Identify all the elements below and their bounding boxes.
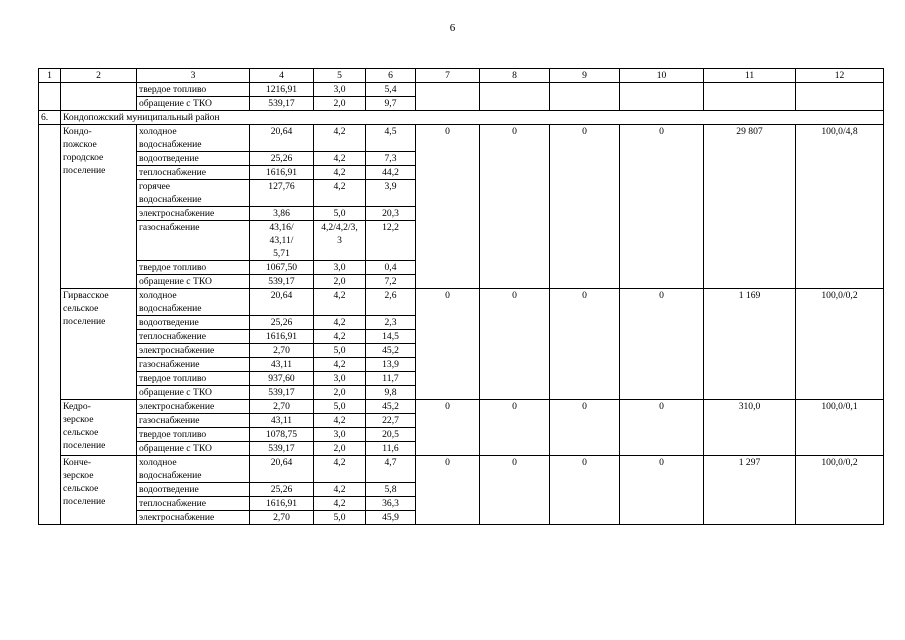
index-cell: 4,2 xyxy=(314,497,366,511)
section-row xyxy=(39,111,884,125)
index-cell: 4,2 xyxy=(314,358,366,372)
column-header: 8 xyxy=(480,69,550,83)
table-body xyxy=(39,69,884,525)
tariff-cell: 3,86 xyxy=(250,207,314,221)
index-cell: 4,2 xyxy=(314,330,366,344)
share-cell: 14,5 xyxy=(366,330,416,344)
index-cell: 2,0 xyxy=(314,275,366,289)
share-cell: 36,3 xyxy=(366,497,416,511)
service-cell: твердое топливо xyxy=(137,261,250,275)
share-cell: 5,4 xyxy=(366,83,416,97)
table-row xyxy=(39,83,884,97)
value-cell: 0 xyxy=(550,400,620,456)
empty-cell xyxy=(620,83,704,111)
share-cell: 11,7 xyxy=(366,372,416,386)
value-cell: 100,0/0,2 xyxy=(796,289,884,400)
empty-cell xyxy=(550,83,620,111)
tariff-cell: 43,11 xyxy=(250,358,314,372)
section-title: Кондопожский муниципальный район xyxy=(61,111,884,125)
tariff-cell: 43,16/ 43,11/ 5,71 xyxy=(250,221,314,261)
index-cell: 4,2 xyxy=(314,414,366,428)
service-cell: холодное водоснабжение xyxy=(137,125,250,152)
column-header: 6 xyxy=(366,69,416,83)
service-cell: холодное водоснабжение xyxy=(137,289,250,316)
value-cell: 310,0 xyxy=(704,400,796,456)
value-cell: 100,0/0,2 xyxy=(796,456,884,525)
index-cell: 3,0 xyxy=(314,428,366,442)
share-cell: 0,4 xyxy=(366,261,416,275)
value-cell: 0 xyxy=(620,456,704,525)
value-cell: 0 xyxy=(480,456,550,525)
share-cell: 12,2 xyxy=(366,221,416,261)
service-cell: обращение с ТКО xyxy=(137,97,250,111)
tariff-cell: 25,26 xyxy=(250,483,314,497)
index-cell: 3,0 xyxy=(314,261,366,275)
value-cell: 1 297 xyxy=(704,456,796,525)
service-cell: водоотведение xyxy=(137,152,250,166)
service-cell: холодное водоснабжение xyxy=(137,456,250,483)
tariff-cell: 1616,91 xyxy=(250,497,314,511)
index-cell: 5,0 xyxy=(314,344,366,358)
column-header: 4 xyxy=(250,69,314,83)
empty-cell xyxy=(704,83,796,111)
column-header: 12 xyxy=(796,69,884,83)
value-cell: 0 xyxy=(620,400,704,456)
share-cell: 45,2 xyxy=(366,400,416,414)
value-cell: 100,0/0,1 xyxy=(796,400,884,456)
share-cell: 11,6 xyxy=(366,442,416,456)
value-cell: 0 xyxy=(620,289,704,400)
share-cell: 4,7 xyxy=(366,456,416,483)
value-cell: 0 xyxy=(416,400,480,456)
column-header: 3 xyxy=(137,69,250,83)
settlement-name: Гирвасское сельское поселение xyxy=(61,289,137,400)
tariff-cell: 25,26 xyxy=(250,152,314,166)
tariff-cell: 2,70 xyxy=(250,344,314,358)
tariff-cell: 1078,75 xyxy=(250,428,314,442)
tariff-cell: 20,64 xyxy=(250,289,314,316)
column-header: 2 xyxy=(61,69,137,83)
service-cell: теплоснабжение xyxy=(137,497,250,511)
index-cell: 5,0 xyxy=(314,207,366,221)
value-cell: 0 xyxy=(550,125,620,289)
service-cell: водоотведение xyxy=(137,483,250,497)
column-header: 5 xyxy=(314,69,366,83)
value-cell: 29 807 xyxy=(704,125,796,289)
share-cell: 45,2 xyxy=(366,344,416,358)
index-cell: 4,2 xyxy=(314,180,366,207)
service-cell: водоотведение xyxy=(137,316,250,330)
tariff-cell: 1216,91 xyxy=(250,83,314,97)
share-cell: 3,9 xyxy=(366,180,416,207)
tariff-cell: 1616,91 xyxy=(250,166,314,180)
value-cell: 0 xyxy=(480,400,550,456)
share-cell: 45,9 xyxy=(366,511,416,525)
share-cell: 9,7 xyxy=(366,97,416,111)
tariff-cell: 937,60 xyxy=(250,372,314,386)
index-cell: 5,0 xyxy=(314,511,366,525)
table-row xyxy=(39,125,884,152)
value-cell: 0 xyxy=(550,456,620,525)
service-cell: электроснабжение xyxy=(137,344,250,358)
tariff-cell: 1067,50 xyxy=(250,261,314,275)
table-row xyxy=(39,400,884,414)
tariff-cell: 43,11 xyxy=(250,414,314,428)
tariff-cell: 2,70 xyxy=(250,400,314,414)
empty-cell xyxy=(796,83,884,111)
service-cell: газоснабжение xyxy=(137,221,250,261)
share-cell: 7,2 xyxy=(366,275,416,289)
service-cell: газоснабжение xyxy=(137,414,250,428)
service-cell: теплоснабжение xyxy=(137,330,250,344)
service-cell: твердое топливо xyxy=(137,372,250,386)
value-cell: 0 xyxy=(480,289,550,400)
index-cell: 4,2 xyxy=(314,316,366,330)
index-cell: 2,0 xyxy=(314,97,366,111)
value-cell: 100,0/4,8 xyxy=(796,125,884,289)
share-cell: 20,5 xyxy=(366,428,416,442)
empty-cell xyxy=(39,125,61,525)
tariff-cell: 25,26 xyxy=(250,316,314,330)
settlement-name: Кедро- зерское сельское поселение xyxy=(61,400,137,456)
index-cell: 4,2 xyxy=(314,166,366,180)
table-row xyxy=(39,456,884,483)
column-header: 7 xyxy=(416,69,480,83)
column-header: 1 xyxy=(39,69,61,83)
service-cell: обращение с ТКО xyxy=(137,275,250,289)
tariff-cell: 20,64 xyxy=(250,125,314,152)
share-cell: 13,9 xyxy=(366,358,416,372)
index-cell: 4,2 xyxy=(314,152,366,166)
service-cell: твердое топливо xyxy=(137,428,250,442)
section-number: 6. xyxy=(39,111,61,125)
share-cell: 2,3 xyxy=(366,316,416,330)
tariff-table xyxy=(38,68,884,525)
service-cell: твердое топливо xyxy=(137,83,250,97)
empty-cell xyxy=(416,83,480,111)
index-cell: 2,0 xyxy=(314,386,366,400)
index-cell: 3,0 xyxy=(314,372,366,386)
column-header: 9 xyxy=(550,69,620,83)
index-cell: 4,2 xyxy=(314,289,366,316)
empty-cell xyxy=(61,83,137,111)
index-cell: 2,0 xyxy=(314,442,366,456)
settlement-name: Кондо- пожское городское поселение xyxy=(61,125,137,289)
share-cell: 22,7 xyxy=(366,414,416,428)
share-cell: 5,8 xyxy=(366,483,416,497)
value-cell: 0 xyxy=(416,125,480,289)
service-cell: теплоснабжение xyxy=(137,166,250,180)
index-cell: 3,0 xyxy=(314,83,366,97)
tariff-cell: 539,17 xyxy=(250,275,314,289)
tariff-cell: 2,70 xyxy=(250,511,314,525)
value-cell: 0 xyxy=(480,125,550,289)
tariff-cell: 127,76 xyxy=(250,180,314,207)
share-cell: 9,8 xyxy=(366,386,416,400)
column-header: 11 xyxy=(704,69,796,83)
service-cell: газоснабжение xyxy=(137,358,250,372)
header-row xyxy=(39,69,884,83)
service-cell: электроснабжение xyxy=(137,207,250,221)
value-cell: 0 xyxy=(620,125,704,289)
page-number: 6 xyxy=(449,22,456,34)
share-cell: 7,3 xyxy=(366,152,416,166)
tariff-cell: 539,17 xyxy=(250,97,314,111)
index-cell: 5,0 xyxy=(314,400,366,414)
share-cell: 20,3 xyxy=(366,207,416,221)
tariff-cell: 1616,91 xyxy=(250,330,314,344)
table-row xyxy=(39,289,884,316)
index-cell: 4,2 xyxy=(314,456,366,483)
share-cell: 2,6 xyxy=(366,289,416,316)
service-cell: электроснабжение xyxy=(137,511,250,525)
index-cell: 4,2 xyxy=(314,483,366,497)
value-cell: 0 xyxy=(550,289,620,400)
index-cell: 4,2 xyxy=(314,125,366,152)
tariff-cell: 539,17 xyxy=(250,386,314,400)
service-cell: обращение с ТКО xyxy=(137,386,250,400)
value-cell: 0 xyxy=(416,456,480,525)
share-cell: 44,2 xyxy=(366,166,416,180)
empty-cell xyxy=(39,83,61,111)
service-cell: электроснабжение xyxy=(137,400,250,414)
settlement-name: Конче- зерское сельское поселение xyxy=(61,456,137,525)
tariff-cell: 20,64 xyxy=(250,456,314,483)
service-cell: горячее водоснабжение xyxy=(137,180,250,207)
empty-cell xyxy=(480,83,550,111)
tariff-cell: 539,17 xyxy=(250,442,314,456)
value-cell: 0 xyxy=(416,289,480,400)
index-cell: 4,2/4,2/3, 3 xyxy=(314,221,366,261)
column-header: 10 xyxy=(620,69,704,83)
share-cell: 4,5 xyxy=(366,125,416,152)
value-cell: 1 169 xyxy=(704,289,796,400)
service-cell: обращение с ТКО xyxy=(137,442,250,456)
